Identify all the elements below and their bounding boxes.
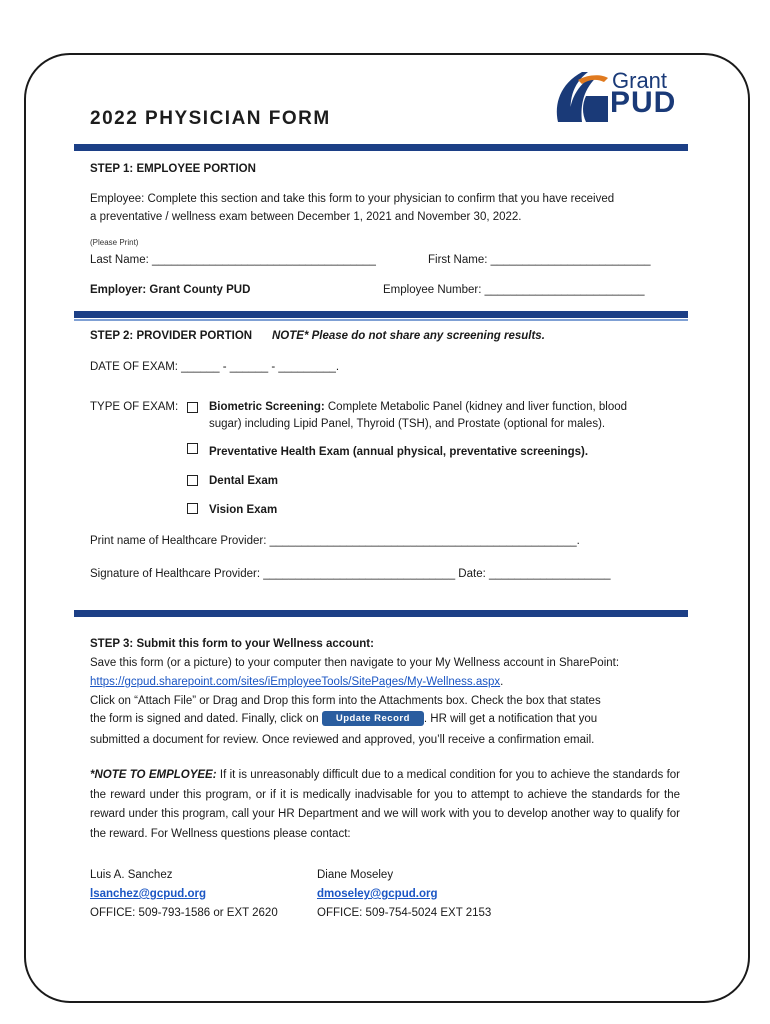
note-to-employee: *NOTE TO EMPLOYEE: If it is unreasonably difficult due to a medical condition for you to achieve the standards for the reward under this program, or if it is medically inadvisable for you to attempt to achieve the standards for the reward under this program, call your HR Department and we will work with you to develop another way to qualify for the reward. For Wellness questions please contact: [90, 769, 680, 840]
contact-email-link[interactable]: dmoseley@gcpud.org [317, 888, 438, 900]
contact-office: OFFICE: 509-754-5024 EXT 2153 [317, 907, 492, 919]
step2-divider-thin [74, 319, 688, 321]
logo-text-pud: PUD [610, 86, 677, 119]
step3-heading: STEP 3: Submit this form to your Wellness account: [90, 638, 374, 650]
last-name-field[interactable]: Last Name: ___________________________________ [90, 254, 376, 266]
step1-instructions-line1: Employee: Complete this section and take this form to your physician to confirm that you have received [90, 193, 615, 205]
vision-exam-label: Vision Exam [209, 504, 278, 516]
step2-heading: STEP 2: PROVIDER PORTION [90, 330, 253, 342]
please-print-note: (Please Print) [90, 238, 139, 247]
preventative-exam-label: Preventative Health Exam (annual physical, preventative screenings). [209, 446, 589, 458]
step2-divider [74, 311, 688, 318]
step2-note: NOTE* Please do not share any screening results. [272, 330, 545, 342]
step3-line5: submitted a document for review. Once reviewed and approved, you’ll receive a confirmation email. [90, 734, 595, 746]
contact-name: Luis A. Sanchez [90, 869, 173, 881]
contact-name: Diane Moseley [317, 869, 394, 881]
contact-email-link[interactable]: lsanchez@gcpud.org [90, 888, 207, 900]
biometric-screening-label: Biometric Screening: Complete Metabolic Panel (kidney and liver function, blood [209, 401, 628, 413]
step3-divider [74, 610, 688, 617]
biometric-screening-detail: sugar) including Lipid Panel, Thyroid (TSH), and Prostate (optional for males). [209, 418, 606, 430]
dental-exam-label: Dental Exam [209, 475, 279, 487]
step1-heading: STEP 1: EMPLOYEE PORTION [90, 163, 256, 175]
logo-swoosh-icon [548, 66, 610, 130]
step1-instructions-line2: a preventative / wellness exam between December 1, 2021 and November 30, 2022. [90, 211, 522, 223]
preventative-exam-checkbox[interactable] [187, 443, 198, 454]
provider-print-name-field[interactable]: Print name of Healthcare Provider: ________________________________________________. [90, 535, 580, 547]
step3-link-line: https://gcpud.sharepoint.com/sites/iEmployeeTools/SitePages/My-Wellness.aspx. [90, 676, 504, 688]
vision-exam-checkbox[interactable] [187, 503, 198, 514]
employee-number-field[interactable]: Employee Number: _________________________ [383, 284, 645, 296]
date-of-exam-field[interactable]: DATE OF EXAM: ______ - ______ - _________. [90, 361, 340, 373]
dental-exam-checkbox[interactable] [187, 475, 198, 486]
provider-signature-field[interactable]: Signature of Healthcare Provider: ______________________________ Date: ___________________ [90, 568, 611, 580]
header-divider [74, 144, 688, 151]
first-name-field[interactable]: First Name: _________________________ [428, 254, 651, 266]
step3-line3: Click on “Attach File” or Drag and Drop this form into the Attachments box. Check the box that states [90, 695, 601, 707]
logo-text-grant: Grant [612, 68, 668, 93]
update-record-button[interactable]: Update Record [322, 711, 424, 726]
my-wellness-link[interactable]: https://gcpud.sharepoint.com/sites/iEmployeeTools/SitePages/My-Wellness.aspx [90, 676, 501, 688]
page-title: 2022 PHYSICIAN FORM [90, 108, 331, 129]
step3-line1: Save this form (or a picture) to your computer then navigate to your My Wellness account in SharePoint: [90, 657, 620, 669]
biometric-screening-checkbox[interactable] [187, 402, 198, 413]
type-of-exam-label: TYPE OF EXAM: [90, 401, 179, 413]
employer-label: Employer: Grant County PUD [90, 284, 251, 296]
step3-line4: the form is signed and dated. Finally, click on Update Record . HR will get a notification that you [90, 713, 598, 725]
contact-office: OFFICE: 509-793-1586 or EXT 2620 [90, 907, 278, 919]
grant-pud-logo [548, 66, 680, 130]
